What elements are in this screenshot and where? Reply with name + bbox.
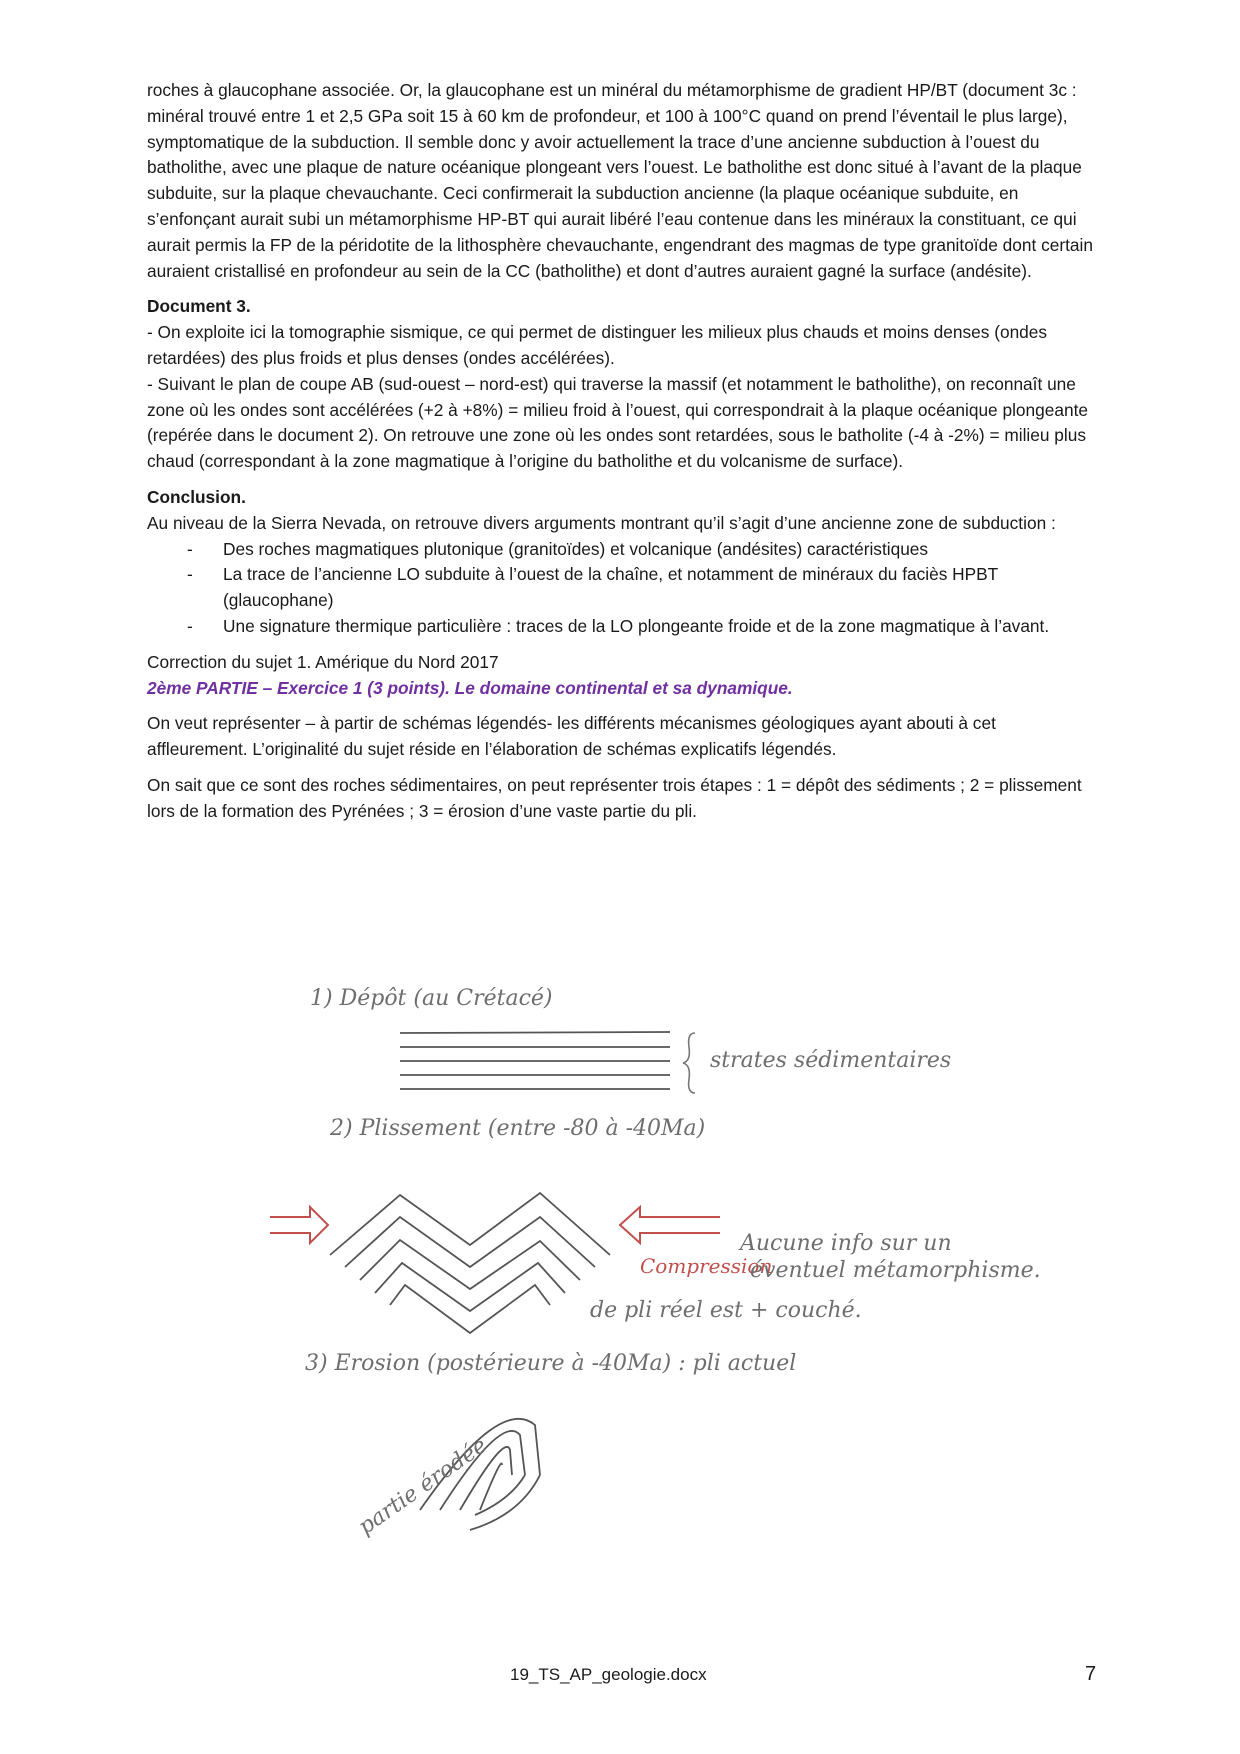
- footer-filename: 19_TS_AP_geologie.docx: [510, 1665, 707, 1684]
- correction-section: [147, 650, 1097, 702]
- conclusion-section: [147, 485, 1097, 640]
- step3-label: 3) Erosion (postérieure à -40Ma) : pli actuel: [305, 1351, 797, 1376]
- list-item: - Des roches magmatiques plutonique (granitoïdes) et volcanique (andésites) caractéristiques: [187, 538, 929, 559]
- document3-section: [147, 294, 1097, 475]
- note-line1: Aucune info sur un: [740, 1231, 952, 1256]
- step2-label: 2) Plissement (entre -80 à -40Ma): [330, 1116, 706, 1141]
- fold-layers: [330, 1193, 610, 1333]
- list-item: - Une signature thermique particulière : traces de la LO plongeante froide et de la zone magmatique à l’avant.: [187, 615, 1050, 636]
- step1-label: 1) Dépôt (au Crétacé): [310, 986, 553, 1011]
- correction-subtitle: 2ème PARTIE – Exercice 1 (3 points). Le domaine continental et sa dynamique.: [147, 677, 793, 698]
- eroded-label: partie érodée: [354, 1433, 492, 1540]
- correction-title: Correction du sujet 1. Amérique du Nord 2017: [147, 651, 499, 672]
- list-item: - La trace de l’ancienne LO subduite à l’ouest de la chaîne, et notamment de minéraux du faciès HPBT (glaucophane): [187, 564, 998, 611]
- compression-arrow-right-icon: [620, 1207, 720, 1243]
- document3-line2: - Suivant le plan de coupe AB (sud-ouest – nord-est) qui traverse la massif (et notamment le batholithe), on reconnaît une zone où les ondes sont accélérées (+2 à +8%) = milieu froid à l’ouest, qui correspondrait à la plaque océanique plongeante (repérée dans le document 2). On retrouve une zone où les ondes sont retardées, sous le batholite (-4 à -2%) = milieu plus chaud (correspondant à la zone magmatique à l’origine du batholithe et du volcanisme de surface).: [147, 373, 1089, 472]
- conclusion-heading: Conclusion.: [147, 486, 246, 507]
- document-body: [147, 78, 1097, 835]
- brace-icon: [683, 1033, 695, 1093]
- handdrawn-figure: [270, 955, 1070, 1580]
- fold-diagram: [270, 955, 1070, 1580]
- strata-label: strates sédimentaires: [710, 1048, 952, 1073]
- paragraph-glaucophane: roches à glaucophane associée. Or, la glaucophane est un minéral du métamorphisme de gradient HP/BT (document 3c : minéral trouvé entre 1 et 2,5 GPa soit 15 à 60 km de profondeur, et 100 à 100°C quand on prend l’éventail le plus large), symptomatique de la subduction. Il semble donc y avoir actuellement la trace d’une ancienne subduction à l’ouest du batholithe, avec une plaque de nature océanique plongeant vers l’ouest. Le batholithe est donc situé à l’avant de la plaque subduite, sur la plaque chevauchante. Ceci confirmerait la subduction ancienne (la plaque océanique subduite, en s’enfonçant aurait subi un métamorphisme HP-BT qui aurait libéré l’eau contenue dans les minéraux la constituant, ce qui aurait permis la FP de la péridotite de la lithosphère chevauchante, engendrant des magmas de type granitoïde dont certain auraient cristallisé en profondeur au sein de la CC (batholithe) et dont d’autres auraient gagné la surface (andésite).: [147, 80, 1093, 281]
- conclusion-list: [147, 537, 1097, 640]
- conclusion-intro: Au niveau de la Sierra Nevada, on retrouve divers arguments montrant qu’il s’agit d’une ancienne zone de subduction :: [147, 512, 1056, 533]
- compression-arrow-left-icon: [270, 1207, 328, 1243]
- document3-line1: - On exploite ici la tomographie sismique, ce qui permet de distinguer les milieux plus chauds et moins denses (ondes retardées) des plus froids et plus denses (ondes accélérées).: [147, 322, 1048, 368]
- paragraph-schemas: On veut représenter – à partir de schémas légendés- les différents mécanismes géologiques ayant abouti à cet affleurement. L’originalité du sujet réside en l’élaboration de schémas explicatifs légendés.: [147, 713, 996, 760]
- sediment-strata: [400, 1032, 670, 1089]
- compression-label: Compression: [640, 1254, 773, 1278]
- page-number: 7: [1085, 1663, 1097, 1685]
- paragraph-etapes: On sait que ce sont des roches sédimentaires, on peut représenter trois étapes : 1 = dépôt des sédiments ; 2 = plissement lors de la formation des Pyrénées ; 3 = érosion d’une vaste partie du pli.: [147, 774, 1082, 821]
- document3-heading: Document 3.: [147, 296, 251, 317]
- note-line3: de pli réel est + couché.: [590, 1298, 862, 1323]
- note-line2: éventuel métamorphisme.: [750, 1258, 1041, 1283]
